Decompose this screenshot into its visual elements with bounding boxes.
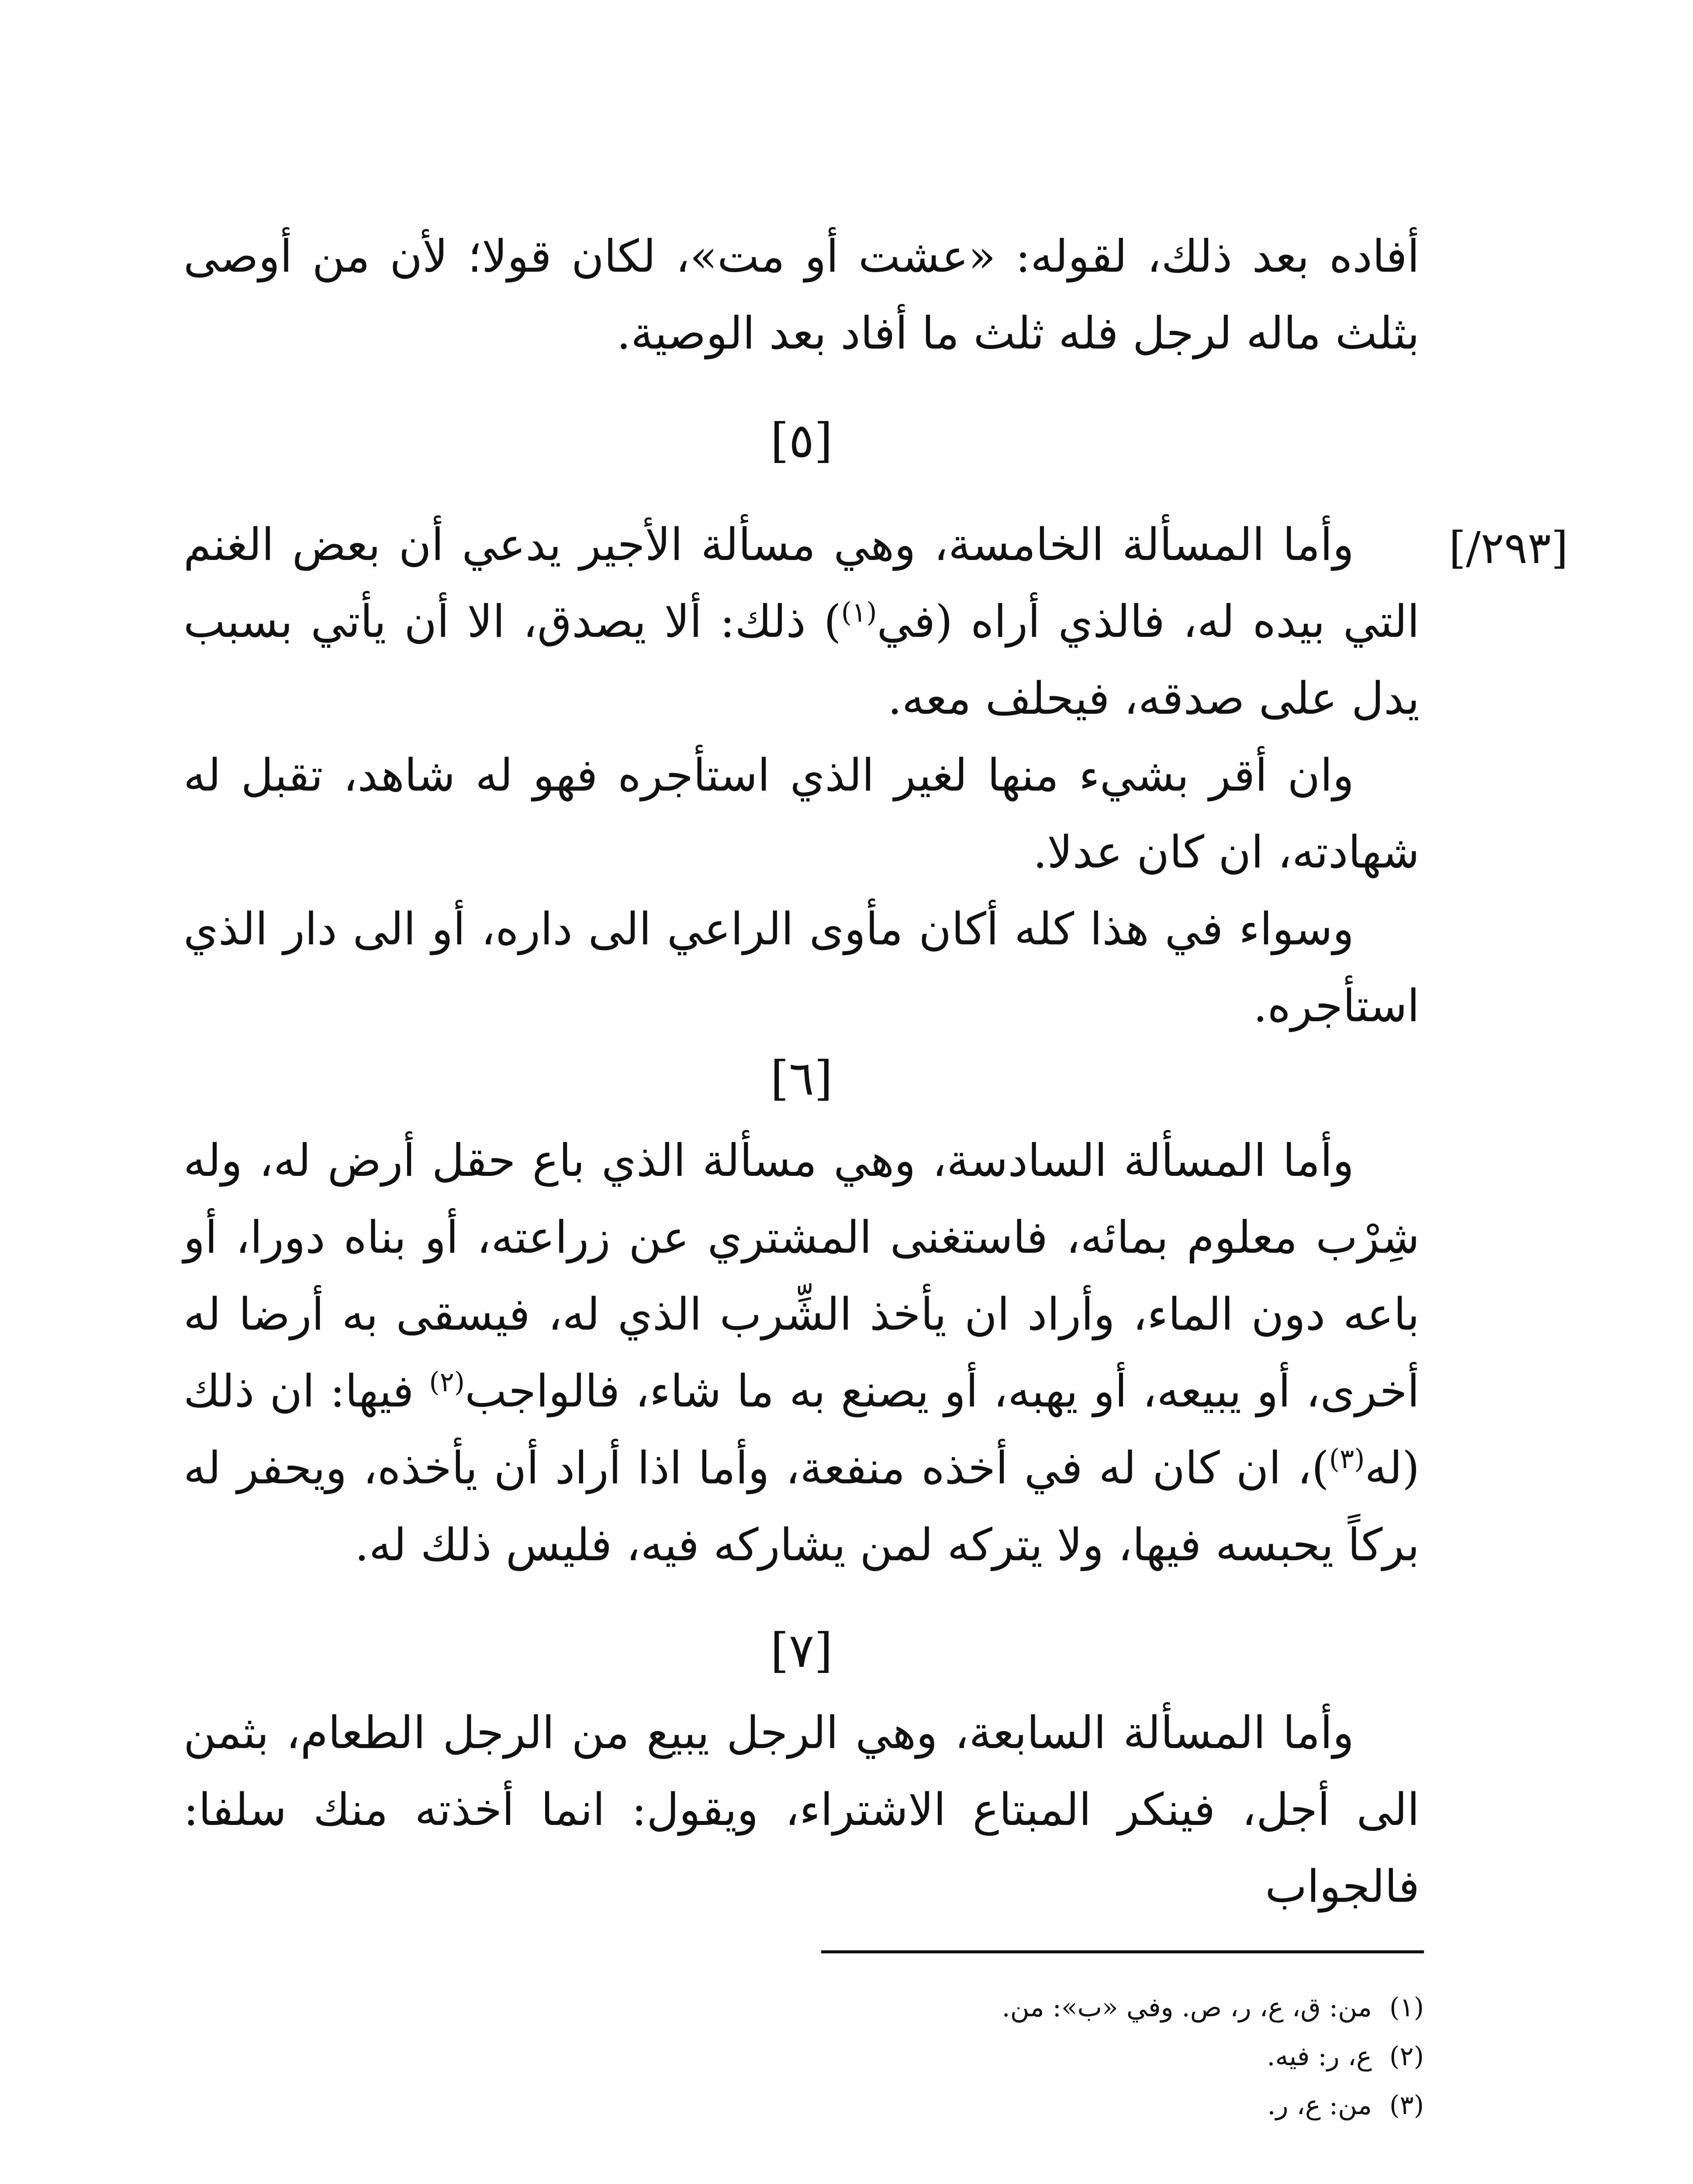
footnote-separator xyxy=(821,1950,1424,1953)
paragraph-acknowledgment: وان أقر بشيء منها لغير الذي استأجره فهو له شاهد، تقبل له شهادته، ان كان عدلا. xyxy=(183,750,1420,878)
footnote-text: من: ع، ر. xyxy=(1267,2090,1372,2121)
footnote-3 xyxy=(821,2081,1424,2130)
footnote-number: (٢) xyxy=(1389,2041,1424,2072)
fifth-question-text-a: وأما المسألة الخامسة، وهي مسألة الأجير يدعي أن بعض الغنم التي بيده له، فالذي أراه (في xyxy=(183,519,1420,648)
footnote-ref-2: (٢) xyxy=(429,1366,465,1398)
footnote-number: (١) xyxy=(1389,1992,1424,2023)
footnote-text: ع، ر: فيه. xyxy=(1267,2041,1372,2072)
footnote-number: (٣) xyxy=(1389,2090,1424,2121)
section-marker-7: [٧] xyxy=(770,1624,833,1678)
sixth-question-text-b: فيها: ان ذلك (له xyxy=(183,1365,1420,1494)
margin-page-reference: [٢٩٣/] xyxy=(1449,522,1568,574)
paragraph-seventh-question: وأما المسألة السابعة، وهي الرجل يبيع من الرجل الطعام، بثمن الى أجل، فينكر المبتاع الاشتراء، ويقول: انما أخذته منك سلفا: فالجواب xyxy=(183,1707,1420,1913)
section-marker-6: [٦] xyxy=(770,1051,833,1106)
paragraph-fifth-question xyxy=(183,507,1420,737)
footnote-1 xyxy=(821,1983,1424,2032)
paragraph-sixth-question xyxy=(183,1123,1420,1584)
sixth-question-text-a: وأما المسألة السادسة، وهي مسألة الذي باع حقل أرض له، وله شِرْب معلوم بمائه، فاستغنى المشتري عن زراعته، أو بناه دورا، أو باعه دون الماء، وأراد ان يأخذ الشِّرب الذي له، فيسقى به أرضا له أخرى، أو يبيعه، أو يهبه، أو يصنع به ما شاء، فالواجب xyxy=(183,1135,1420,1417)
footnotes-section xyxy=(821,1983,1424,2130)
footnote-text: من: ق، ع، ر، ص. وفي «ب»: من. xyxy=(1002,1992,1372,2023)
fifth-question-text-b: ) ذلك: ألا يصدق، الا أن يأتي بسبب يدل على صدقه، فيحلف معه. xyxy=(183,596,1420,725)
footnote-ref-3: (٣) xyxy=(1329,1443,1365,1475)
opening-text: أفاده بعد ذلك، لقوله: «عشت أو مت»، لكان قولا؛ لأن من أوصى بثلث ماله لرجل فله ثلث ما أفاد بعد الوصية. xyxy=(183,231,1420,359)
footnote-2 xyxy=(821,2032,1424,2081)
section-marker-5: [٥] xyxy=(770,414,833,468)
paragraph-shepherd-shelter: وسواء في هذا كله أكان مأوى الراعي الى داره، أو الى دار الذي استأجره. xyxy=(183,903,1420,1032)
footnote-ref-1: (١) xyxy=(841,596,877,628)
paragraph-opening xyxy=(183,218,1420,372)
sixth-question-text-c: )، ان كان له في أخذه منفعة، وأما اذا أراد أن يأخذه، ويحفر له بركاً يحبسه فيها، ولا يتركه لمن يشاركه فيه، فليس ذلك له. xyxy=(183,1442,1420,1571)
section-7-body xyxy=(183,1695,1420,1925)
section-5-body xyxy=(183,507,1420,1045)
section-6-body xyxy=(183,1123,1420,1584)
